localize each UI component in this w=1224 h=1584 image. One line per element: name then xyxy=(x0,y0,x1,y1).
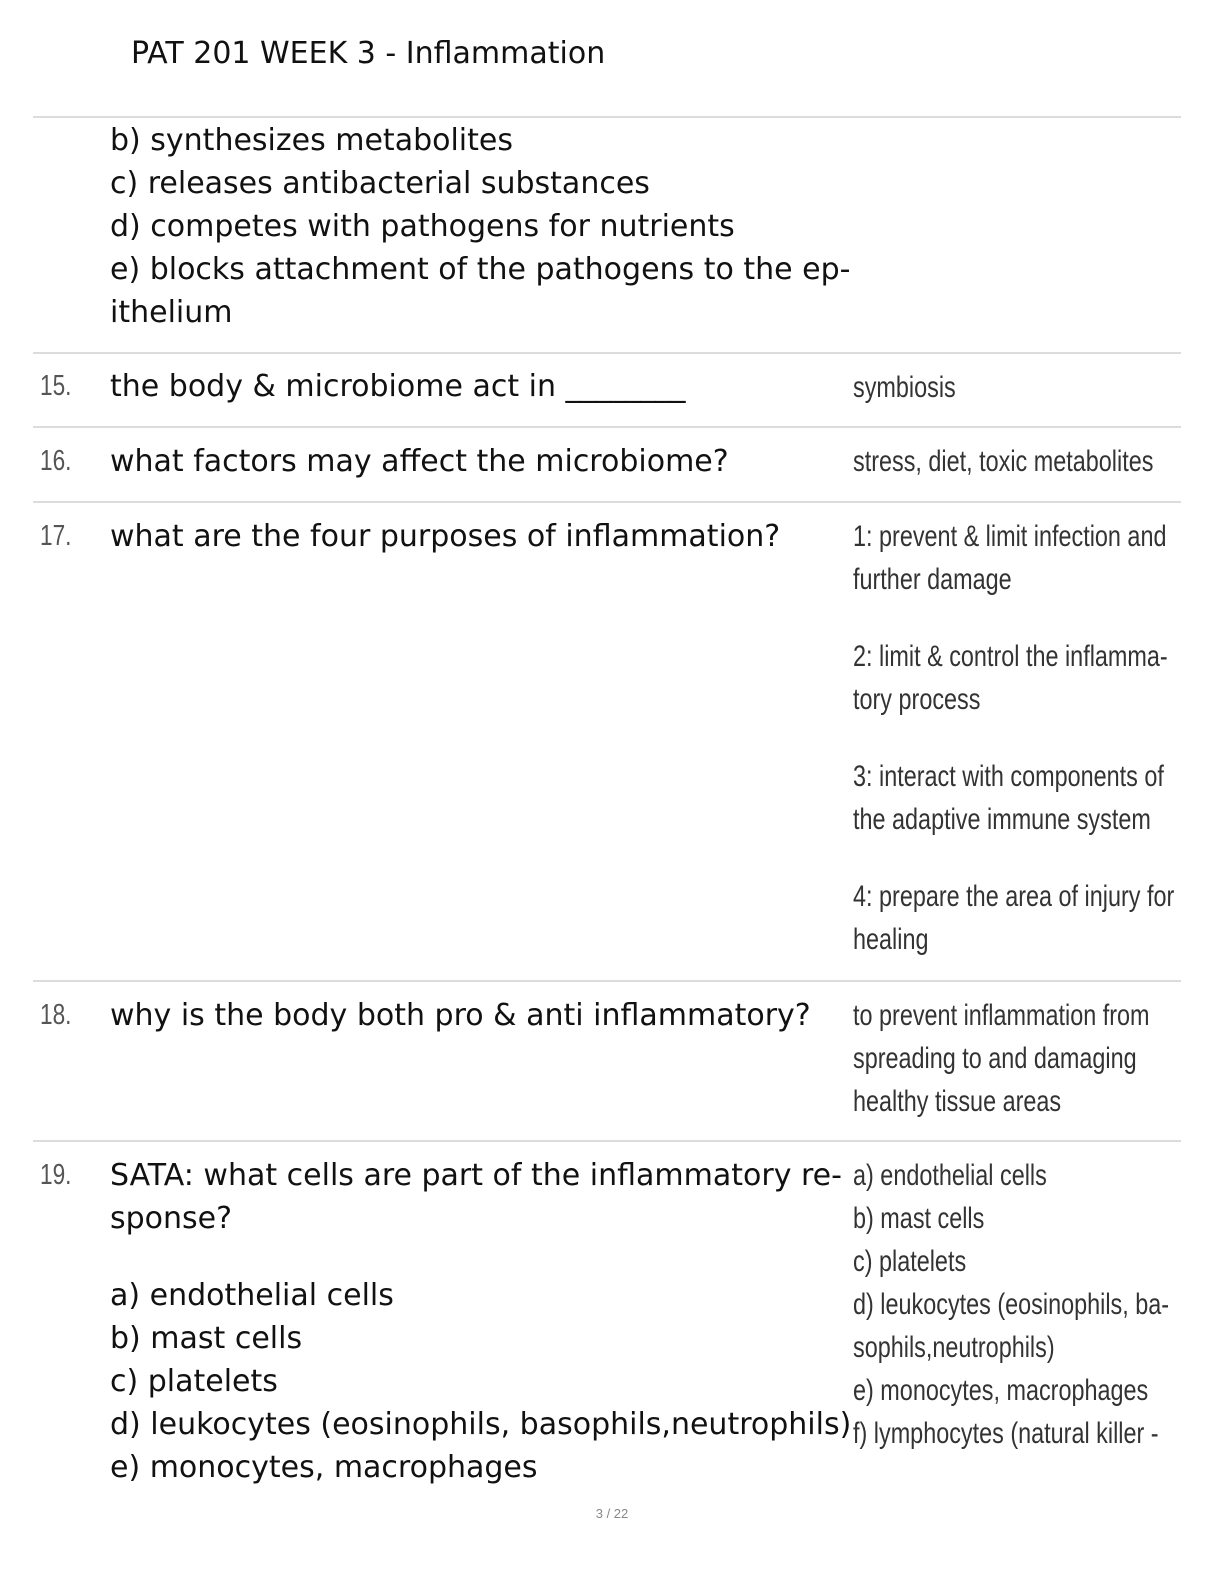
option-line: e) monocytes, macrophages xyxy=(110,1450,538,1485)
card-question xyxy=(110,365,686,408)
question-line: the body & microbiome act in ________ xyxy=(110,369,686,404)
card-number: 18. xyxy=(40,999,72,1031)
divider xyxy=(33,426,1181,428)
answer-line: healthy tissue areas xyxy=(853,1085,1062,1118)
answer-line: 2: limit & control the inflamma- xyxy=(853,640,1168,673)
answer-line: 3: interact with components of xyxy=(853,760,1164,793)
divider xyxy=(33,116,1181,118)
answer-line: b) mast cells xyxy=(853,1202,985,1235)
option-line: e) blocks attachment of the pathogens to the ep- xyxy=(110,252,851,287)
answer-line: 4: prepare the area of injury for xyxy=(853,880,1175,913)
answer-line: d) leukocytes (eosinophils, ba- xyxy=(853,1288,1170,1321)
card-question xyxy=(110,994,811,1037)
answer-line: to prevent inflammation from xyxy=(853,999,1150,1032)
divider xyxy=(33,501,1181,503)
answer-line: tory process xyxy=(853,683,981,716)
answer-line: 1: prevent & limit infection and xyxy=(853,520,1167,553)
divider xyxy=(33,980,1181,982)
answer-line: symbiosis xyxy=(853,371,956,404)
continued-options xyxy=(110,119,850,334)
divider xyxy=(33,1140,1181,1142)
answer-line: e) monocytes, macrophages xyxy=(853,1374,1149,1407)
card-answer xyxy=(853,994,1150,1123)
answer-line: a) endothelial cells xyxy=(853,1159,1047,1192)
answer-line: f) lymphocytes (natural killer - xyxy=(853,1417,1159,1450)
question-line: what factors may affect the microbiome? xyxy=(110,444,729,479)
option-line: b) synthesizes metabolites xyxy=(110,123,513,158)
option-line: c) platelets xyxy=(110,1364,278,1399)
page-title: PAT 201 WEEK 3 - Inflammation xyxy=(131,36,606,71)
page-number: 3 / 22 xyxy=(595,1506,629,1521)
answer-line: stress, diet, toxic metabolites xyxy=(853,445,1154,478)
card-number: 19. xyxy=(40,1159,72,1191)
card-number: 17. xyxy=(40,520,72,552)
card-question xyxy=(110,1154,842,1240)
option-line: d) leukocytes (eosinophils, basophils,neutrophils) xyxy=(110,1407,852,1442)
answer-line: healing xyxy=(853,923,929,956)
answer-line: c) platelets xyxy=(853,1245,967,1278)
answer-line: sophils,neutrophils) xyxy=(853,1331,1055,1364)
card-answer xyxy=(853,366,956,409)
answer-line: the adaptive immune system xyxy=(853,803,1151,836)
card-answer xyxy=(853,440,1153,483)
card-question xyxy=(110,515,780,558)
option-line: d) competes with pathogens for nutrients xyxy=(110,209,735,244)
card-answer xyxy=(853,1154,1169,1455)
card-question xyxy=(110,440,729,483)
card-number: 15. xyxy=(40,370,72,402)
answer-line: spreading to and damaging xyxy=(853,1042,1137,1075)
answer-line: further damage xyxy=(853,563,1012,596)
option-line: ithelium xyxy=(110,295,233,330)
option-line: c) releases antibacterial substances xyxy=(110,166,650,201)
card-answer xyxy=(853,515,1174,961)
card-number: 16. xyxy=(40,445,72,477)
card-options xyxy=(110,1274,851,1489)
question-line: what are the four purposes of inflammation? xyxy=(110,519,781,554)
divider xyxy=(33,352,1181,354)
question-line: SATA: what cells are part of the inflammatory re- xyxy=(110,1158,842,1193)
question-line: sponse? xyxy=(110,1201,233,1236)
question-line: why is the body both pro & anti inflammatory? xyxy=(110,998,811,1033)
option-line: a) endothelial cells xyxy=(110,1278,394,1313)
option-line: b) mast cells xyxy=(110,1321,303,1356)
